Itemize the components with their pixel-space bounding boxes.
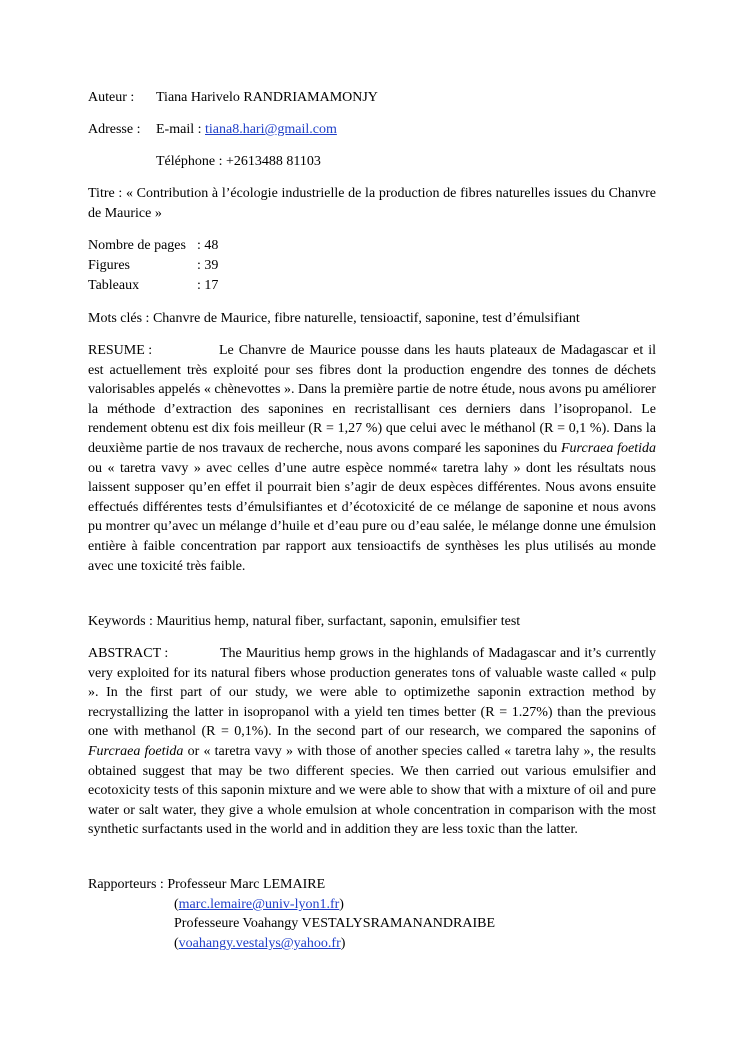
resume-text-1: Le Chanvre de Maurice pousse dans les hauts plateaux de Madagascar et il est actuellement très exploité pour ses fibres dont la production engendre des tonnes de déchets valorisables appelés « chènevottes ». Dans la première partie de notre étude, nous avons pu améliorer la méthode d’extraction des saponines en recristallisant ces derniers dans l’isopropanol. Le rendement obtenu est dix fois meilleur (R = 1,27 %) que celui avec le méthanol (R = 0,1 %). Dans la deuxième partie de nos travaux de recherche, nous avons comparé les saponines du [88, 343, 656, 456]
author-email-link[interactable]: tiana8.hari@gmail.com [205, 122, 337, 137]
resume-text-2: ou « taretra vavy » avec celles d’une autre espèce nommé« taretra lahy » dont les résultats nous laissent supposer qu’en effet il pourrait bien s’agir de deux espèces différentes. Nous avons ensuite effectués différentes tests d’émulsifiantes et d’écotoxicité de ce mélange de saponine et nous avons pu montrer qu’avec un mélange d’huile et d’eau pure ou d’eau salée, le mélange donne une émulsion entière à faible concentration par rapport aux tensioactifs de synthèses les plus utilisés au monde avec une toxicité très faible. [88, 460, 656, 574]
keywords-fr: Mots clés : Chanvre de Maurice, fibre naturelle, tensioactif, saponine, test d’émulsifiant [88, 311, 580, 326]
rapporteur-email-2-row: (voahangy.vestalys@yahoo.fr) [174, 936, 346, 951]
title-text: « Contribution à l’écologie industrielle de la production de fibres naturelles issues du Chanvre de Maurice » [88, 186, 656, 221]
address-label: Adresse : [88, 122, 141, 137]
count-value: : 39 [197, 258, 219, 273]
abstract-block [88, 644, 656, 840]
abstract-species: Furcraea foetida [88, 743, 184, 759]
count-row-pages [88, 236, 388, 256]
address-line [88, 120, 337, 140]
title-block [88, 184, 656, 223]
rapporteur-name-2: Professeure Voahangy VESTALYSRAMANANDRAIBE [174, 916, 496, 931]
title-label: Titre : [88, 186, 123, 201]
count-row-figures [88, 256, 388, 276]
count-label: Figures [88, 258, 130, 273]
author-label: Auteur : [88, 90, 135, 105]
count-label: Tableaux [88, 278, 140, 293]
count-value: : 48 [197, 238, 219, 253]
rapporteur-email-2[interactable]: voahangy.vestalys@yahoo.fr [178, 936, 341, 951]
resume-species: Furcraea foetida [561, 440, 656, 456]
count-value: : 17 [197, 278, 219, 293]
author-line [88, 88, 378, 108]
resume-label: RESUME : [88, 343, 153, 358]
email-row [156, 120, 337, 140]
abstract-text-2: or « taretra vavy » with those of another species called « taretra lahy », the results obtained suggest that may be two different species. We then carried out various emulsifier and ecotoxicity tests of this saponin mixture and we were able to show that with a mixture of oil and pure water or salt water, they give a whole emulsion at whole concentration in comparison with the most synthetic surfactants used in the world and in addition they are less toxic than the latter. [88, 743, 656, 838]
rapporteur-email-1-row: (marc.lemaire@univ-lyon1.fr) [174, 897, 344, 912]
abstract-label: ABSTRACT : [88, 646, 169, 661]
rapporteurs-line: Rapporteurs : Professeur Marc LEMAIRE [88, 877, 326, 892]
count-label: Nombre de pages [88, 238, 186, 253]
author-name: Tiana Harivelo RANDRIAMAMONJY [156, 90, 378, 105]
phone-line: Téléphone : +2613488 81103 [156, 154, 321, 169]
abstract-text-1: The Mauritius hemp grows in the highlands of Madagascar and it’s currently very exploited for its natural fibers whose production generates tons of valuable waste called « pulp ». In the first part of our study, we were able to optimizethe saponin extraction method by recrystallizing the latter in isopropanol with a yield ten times better (R = 1.27%) than the previous one with methanol (R = 0,1%). In the second part of our research, we compared the saponins of [88, 646, 656, 740]
keywords-en: Keywords : Mauritius hemp, natural fiber, surfactant, saponin, emulsifier test [88, 614, 521, 629]
rapporteur-email-1[interactable]: marc.lemaire@univ-lyon1.fr [178, 897, 340, 912]
counts-block [88, 236, 388, 296]
count-row-tables [88, 276, 388, 296]
email-label: E-mail : [156, 122, 202, 137]
resume-block [88, 341, 656, 576]
